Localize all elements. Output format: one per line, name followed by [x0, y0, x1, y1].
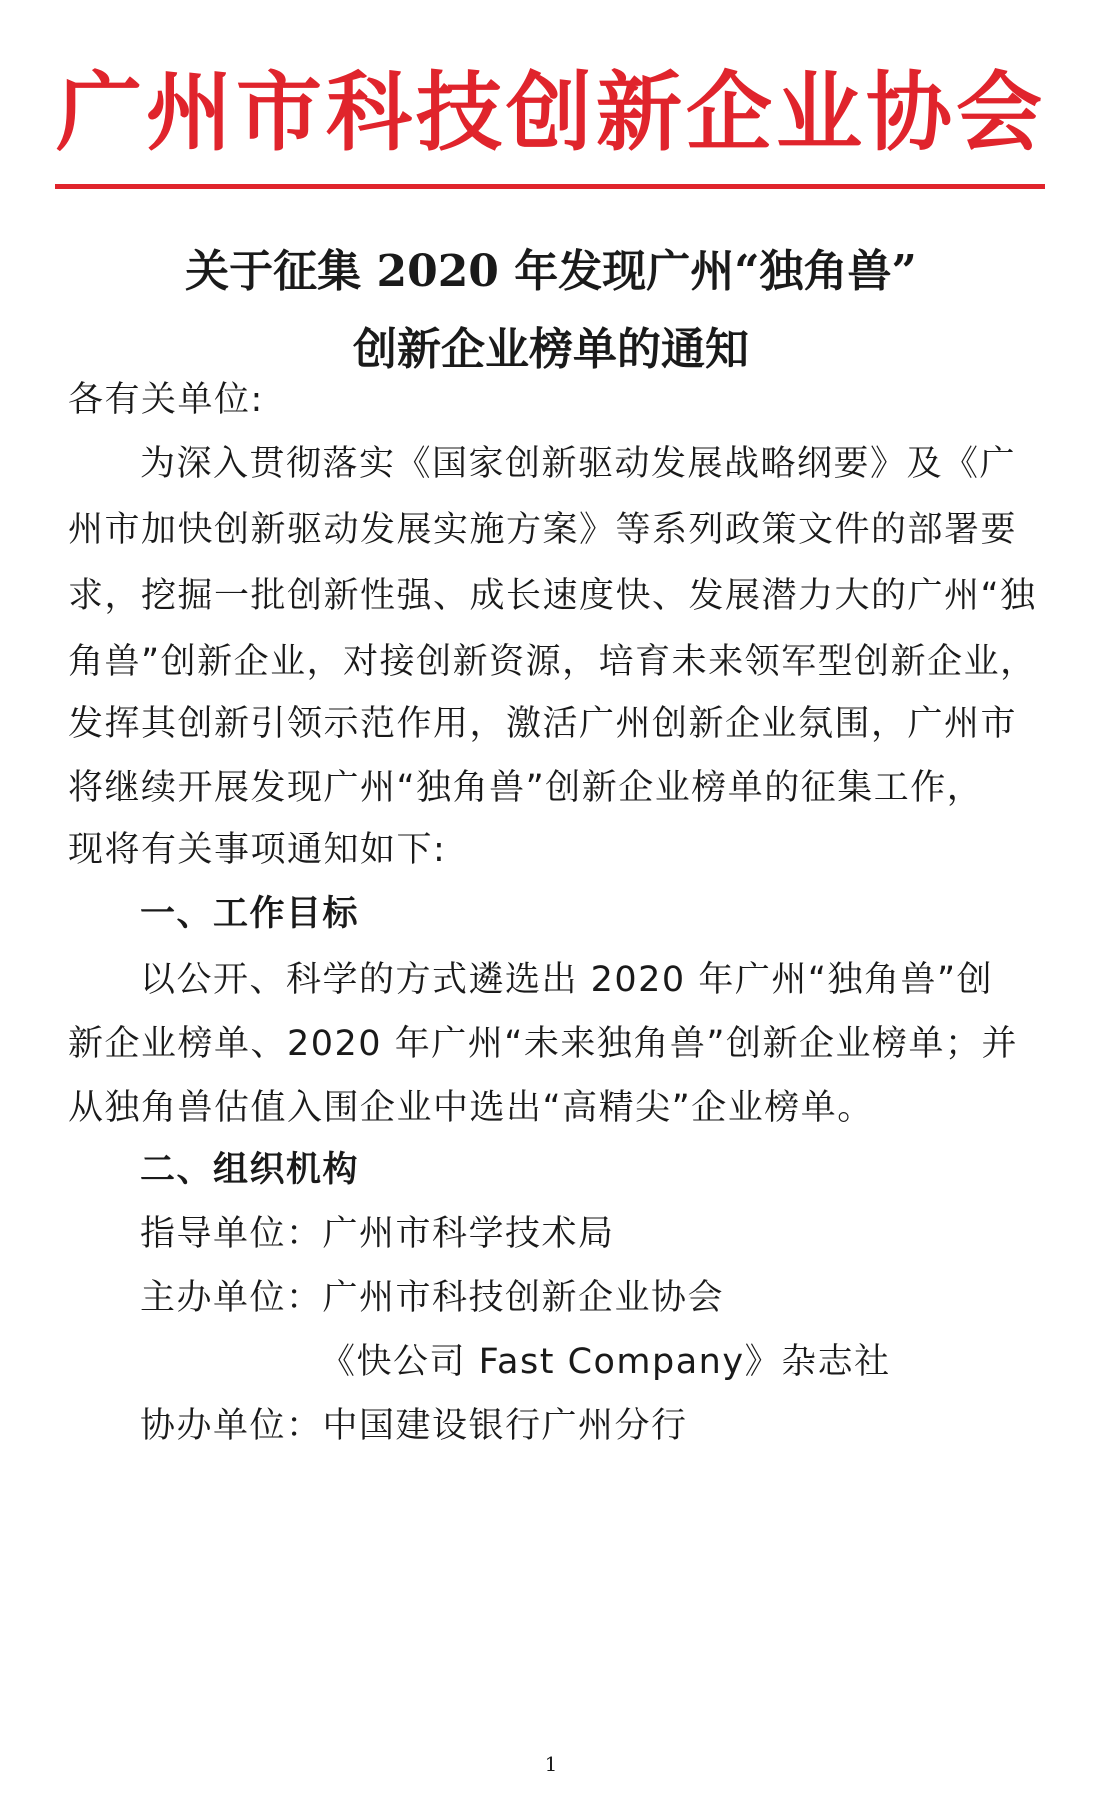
document-title-line-1: 关于征集 2020 年发现广州“独角兽”	[185, 246, 917, 297]
section-1-line-3: 从独角兽估值入围企业中选出“高精尖”企业榜单。	[68, 1088, 874, 1128]
paragraph-1-line-2: 州市加快创新驱动发展实施方案》等系列政策文件的部署要	[68, 510, 1018, 550]
page-number: 1	[544, 1752, 558, 1776]
guiding-unit: 指导单位：广州市科学技术局	[140, 1214, 615, 1254]
paragraph-1-line-3: 求，挖掘一批创新性强、成长速度快、发展潜力大的广州“独	[68, 576, 1037, 616]
paragraph-1-line-4: 角兽”创新企业，对接创新资源，培育未来领军型创新企业，	[68, 642, 1037, 682]
section-1-heading: 一、工作目标	[140, 894, 360, 934]
paragraph-1-line-1: 为深入贯彻落实《国家创新驱动发展战略纲要》及《广	[140, 444, 1017, 484]
paragraph-1-line-6: 将继续开展发现广州“独角兽”创新企业榜单的征集工作，	[68, 768, 984, 808]
host-unit-magazine: 《快公司 Fast Company》杂志社	[320, 1342, 891, 1382]
paragraph-1-line-7: 现将有关事项通知如下:	[68, 830, 447, 870]
salutation: 各有关单位:	[68, 380, 264, 420]
co-organizer-unit: 协办单位：中国建设银行广州分行	[140, 1406, 688, 1446]
header-red-rule	[55, 184, 1045, 189]
section-1-line-2: 新企业榜单、2020 年广州“未来独角兽”创新企业榜单；并	[68, 1024, 1018, 1064]
document-title-line-2: 创新企业榜单的通知	[353, 324, 749, 375]
section-1-line-1: 以公开、科学的方式遴选出 2020 年广州“独角兽”创	[140, 960, 994, 1000]
host-unit: 主办单位：广州市科技创新企业协会	[140, 1278, 725, 1318]
organization-header: 广州市科技创新企业协会	[56, 63, 1046, 163]
paragraph-1-line-5: 发挥其创新引领示范作用，激活广州创新企业氛围，广州市	[68, 704, 1018, 744]
section-2-heading: 二、组织机构	[140, 1150, 360, 1190]
